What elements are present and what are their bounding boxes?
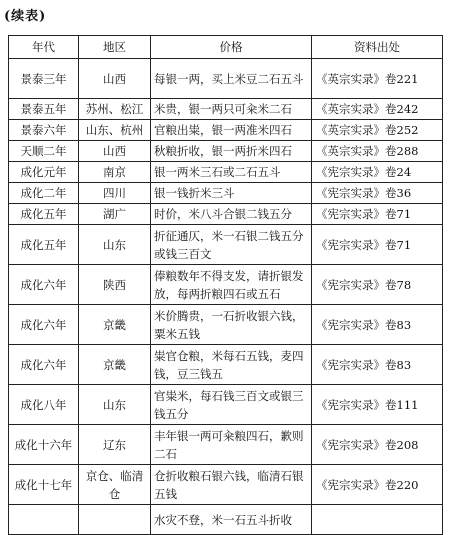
table-row [9,425,443,465]
cell-region: 四川 [79,183,151,204]
cell-price: 米贵，银一两只可籴米二石 [151,99,312,120]
table-row [9,141,443,162]
table-row [9,225,443,265]
cell-era: 成化五年 [9,225,79,265]
cell-era: 景泰三年 [9,59,79,99]
cell-region: 山东 [79,225,151,265]
cell-era [9,505,79,535]
cell-region: 陕西 [79,265,151,305]
cell-price: 水灾不登，米一石五斗折收 [151,505,312,535]
cell-source: 《宪宗实录》卷83 [312,305,443,345]
cell-region: 辽东 [79,425,151,465]
cell-era: 成化十六年 [9,425,79,465]
cell-source: 《宪宗实录》卷24 [312,162,443,183]
cell-source: 《英宗实录》卷242 [312,99,443,120]
table-row [9,99,443,120]
cell-era: 成化六年 [9,305,79,345]
cell-source [312,505,443,535]
table-row [9,265,443,305]
table-row [9,465,443,505]
cell-source: 《宪宗实录》卷71 [312,225,443,265]
cell-region: 湖广 [79,204,151,225]
header-era: 年代 [9,36,79,59]
rice-price-table [8,35,443,535]
cell-era: 成化五年 [9,204,79,225]
table-row [9,120,443,141]
cell-price: 时价，米八斗合银二钱五分 [151,204,312,225]
header-source: 资料出处 [312,36,443,59]
cell-source: 《英宗实录》卷288 [312,141,443,162]
header-price: 价格 [151,36,312,59]
cell-era: 成化八年 [9,385,79,425]
cell-price: 官粜米，每石钱三百文或银三钱五分 [151,385,312,425]
cell-region: 京畿 [79,305,151,345]
cell-source: 《宪宗实录》卷78 [312,265,443,305]
cell-price: 秋粮折收，银一两折米四石 [151,141,312,162]
cell-source: 《英宗实录》卷221 [312,59,443,99]
header-row [9,36,443,59]
cell-price: 米价腾贵，一石折收银六钱，粟米五钱 [151,305,312,345]
cell-era: 天顺二年 [9,141,79,162]
cell-source: 《宪宗实录》卷71 [312,204,443,225]
cell-price: 折征通仄，米一石银二钱五分或钱三百文 [151,225,312,265]
cell-price: 银一钱折米三斗 [151,183,312,204]
cell-region: 京畿 [79,345,151,385]
table-row [9,162,443,183]
cell-source: 《英宗实录》卷252 [312,120,443,141]
cell-era: 景泰五年 [9,99,79,120]
cell-region: 苏州、松江 [79,99,151,120]
cell-region: 山西 [79,59,151,99]
cell-price: 银一两米三石或二石五斗 [151,162,312,183]
table-row [9,305,443,345]
cell-price: 官粮出粜，银一两准米四石 [151,120,312,141]
table-body [9,59,443,535]
cell-source: 《宪宗实录》卷111 [312,385,443,425]
table-row [9,345,443,385]
cell-price: 粜官仓粮，米每石五钱，麦四钱，豆三钱五 [151,345,312,385]
table-row [9,385,443,425]
header-region: 地区 [79,36,151,59]
table-caption: (续表) [4,9,47,24]
cell-era: 成化元年 [9,162,79,183]
cell-price: 每银一两，买上米豆二石五斗 [151,59,312,99]
cell-region: 南京 [79,162,151,183]
cell-source: 《宪宗实录》卷220 [312,465,443,505]
cell-era: 成化六年 [9,345,79,385]
cell-region: 山西 [79,141,151,162]
cell-era: 成化六年 [9,265,79,305]
cell-region: 山东、杭州 [79,120,151,141]
cell-era: 成化二年 [9,183,79,204]
cell-price: 丰年银一两可籴粮四石，歉则二石 [151,425,312,465]
table-row [9,505,443,535]
cell-region: 山东 [79,385,151,425]
cell-source: 《宪宗实录》卷83 [312,345,443,385]
cell-source: 《宪宗实录》卷36 [312,183,443,204]
cell-era: 景泰六年 [9,120,79,141]
table-row [9,183,443,204]
cell-price: 仓折收粮石银六钱，临清石银五钱 [151,465,312,505]
table-row [9,59,443,99]
cell-price: 俸粮数年不得支发，请折银发放，每两折粮四石或五石 [151,265,312,305]
table-row [9,204,443,225]
cell-region: 京仓、临清仓 [79,465,151,505]
cell-era: 成化十七年 [9,465,79,505]
cell-region [79,505,151,535]
cell-source: 《宪宗实录》卷208 [312,425,443,465]
